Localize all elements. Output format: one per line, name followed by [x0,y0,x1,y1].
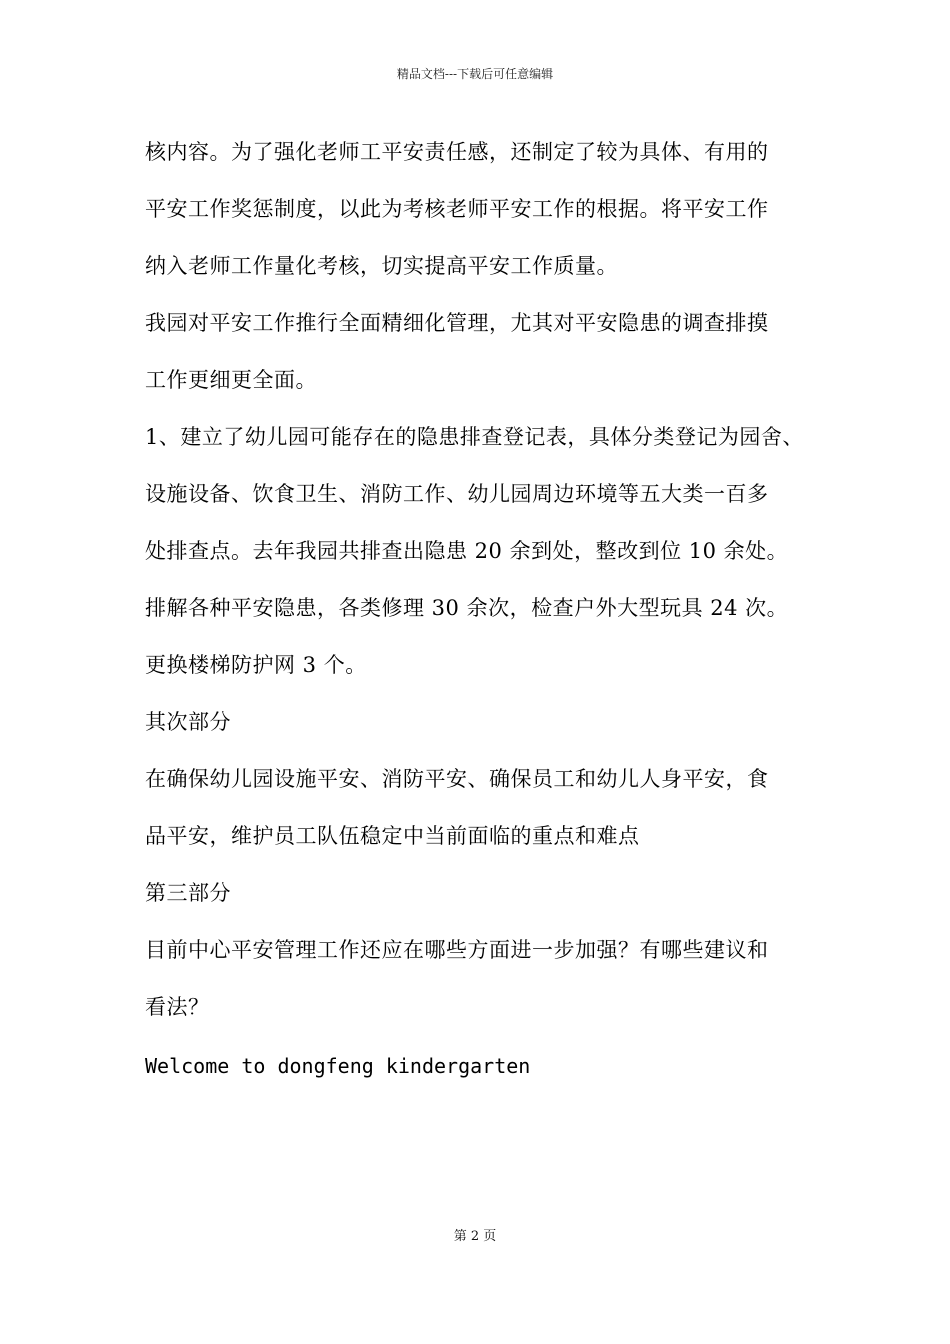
section-heading: 其次部分 [145,710,231,734]
body-line: 目前中心平安管理工作还应在哪些方面进一步加强？有哪些建议和 [145,938,769,962]
body-line: 品平安，维护员工队伍稳定中当前面临的重点和难点 [145,824,640,848]
body-line: 核内容。为了强化老师工平安责任感，还制定了较为具体、有用的 [145,140,769,164]
body-line: 设施设备、饮食卫生、消防工作、幼儿园周边环境等五大类一百多 [145,482,769,506]
body-line: 平安工作奖惩制度，以此为考核老师平安工作的根据。将平安工作 [145,197,769,221]
body-line: 排解各种平安隐患，各类修理 30 余次，检查户外大型玩具 24 次。 [145,596,789,620]
body-line: 处排查点。去年我园共排查出隐患 20 余到处，整改到位 10 余处。 [145,539,789,563]
page-number: 第 2 页 [453,1229,497,1244]
body-line: 纳入老师工作量化考核，切实提高平安工作质量。 [145,254,618,278]
page-header: 精品文档---下载后可任意编辑 [396,67,554,81]
body-line: 在确保幼儿园设施平安、消防平安、确保员工和幼儿人身平安，食 [145,767,769,791]
body-line: 我园对平安工作推行全面精细化管理，尤其对平安隐患的调查排摸 [145,311,769,335]
welcome-line: Welcome to dongfeng kindergarten [145,1054,531,1078]
section-heading: 第三部分 [145,881,231,905]
body-line: 1、建立了幼儿园可能存在的隐患排查登记表，具体分类登记为园舍、 [145,425,804,449]
body-line: 更换楼梯防护网 3 个。 [145,653,367,677]
body-line: 看法？ [145,995,210,1019]
body-line: 工作更细更全面。 [145,368,317,392]
